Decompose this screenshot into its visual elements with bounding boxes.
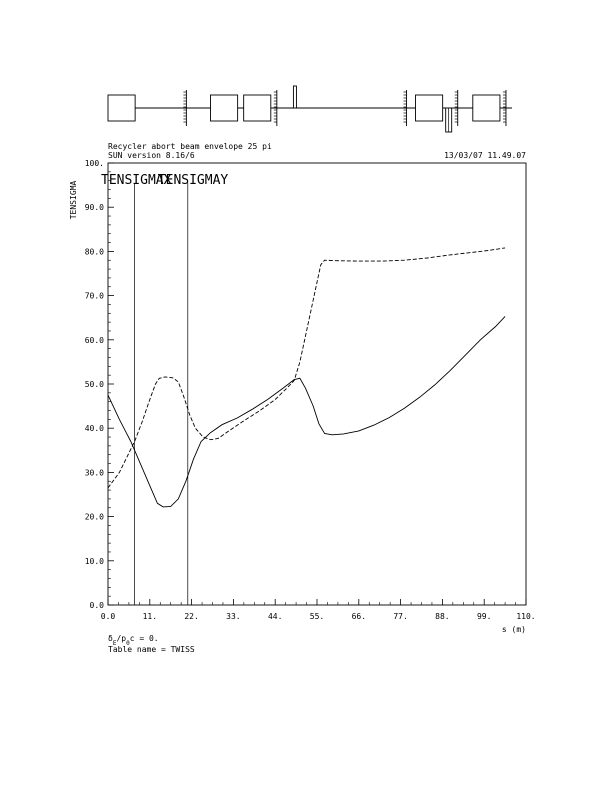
x-tick-label: 0.0: [100, 612, 116, 621]
x-axis-label: s (m): [501, 625, 526, 634]
x-tick-label: 66.: [351, 612, 367, 621]
x-tick-label: 33.: [226, 612, 241, 621]
x-tick-label: 77.: [393, 612, 408, 621]
y-tick-label: 0.0: [89, 601, 104, 610]
y-tick-label: 100.: [84, 159, 104, 168]
x-tick-label: 88.: [435, 612, 450, 621]
series-line-dashed: [108, 248, 505, 488]
y-tick-label: 40.0: [84, 424, 104, 434]
y-tick-label: 60.0: [84, 335, 104, 345]
plot-title: Recycler abort beam envelope 25 pi: [108, 142, 272, 151]
table-name-note: Table name = TWISS: [108, 645, 195, 654]
series-line-solid: [108, 316, 505, 507]
x-tick-label: 99.: [476, 612, 492, 621]
momentum-deviation-note: $\delta_E/p_0c = 0$.: [108, 634, 159, 647]
program-version: SUN version 8.16/6: [108, 151, 195, 160]
marker-label-tensigmay: TENSIGMAY: [157, 173, 229, 188]
x-tick-label: 55.: [309, 612, 325, 621]
x-tick-label: 11.: [142, 612, 158, 621]
lattice-quadrupole: [416, 95, 443, 121]
x-tick-label: 22.: [184, 612, 199, 621]
y-tick-label: 20.0: [84, 512, 104, 522]
x-tick-label: 44.: [267, 612, 283, 621]
lattice-quadrupole: [244, 95, 271, 121]
lattice-quadrupole: [473, 95, 500, 121]
y-tick-label: 70.0: [84, 291, 104, 301]
marker-label-tensigmax: TENSIGMAX: [101, 173, 172, 188]
lattice-kicker: [293, 86, 296, 108]
element-markers: [101, 173, 228, 605]
y-tick-label: 80.0: [84, 247, 104, 257]
y-axis-label: TENSIGMA: [69, 180, 78, 220]
timestamp: 13/03/07 11.49.07: [444, 151, 526, 160]
lattice-quadrupole: [211, 95, 238, 121]
y-tick-label: 30.0: [84, 468, 104, 478]
series-lines: [108, 248, 505, 507]
axis-ticks: [85, 159, 536, 621]
x-tick-label: 110.: [516, 612, 536, 621]
y-tick-label: 90.0: [84, 203, 104, 213]
lattice-quadrupole: [108, 95, 135, 121]
y-tick-label: 50.0: [84, 380, 104, 389]
y-tick-label: 10.0: [84, 556, 104, 566]
plot-frame: [108, 163, 526, 605]
beamline-lattice-diagram: [108, 86, 512, 132]
